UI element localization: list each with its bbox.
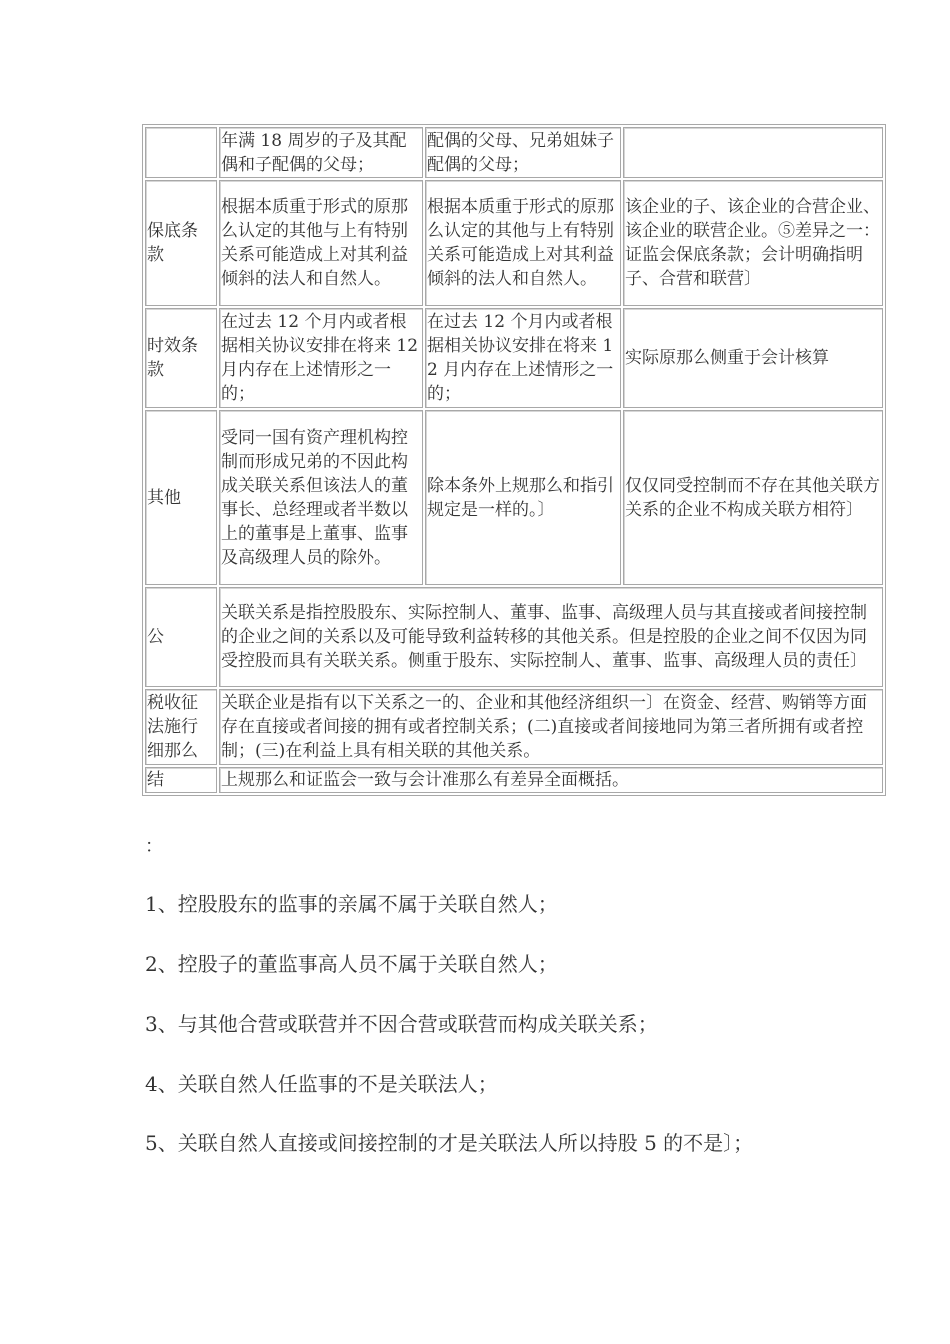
table-cell-span: 关联关系是指控股股东、实际控制人、董事、监事、高级理人员与其直接或者间接控制的企业之间的关系以及可能导致利益转移的其他关系。但是控股的企业之间不仅因为同受控股而具有关联关系。侧重于股东、实际控制人、董事、监事、高级理人员的责任〕: [219, 587, 883, 687]
colon-mark: ：: [145, 836, 163, 857]
table-cell: 年满 18 周岁的子及其配偶和子配偶的父母；: [219, 127, 423, 178]
table-cell: 配偶的父母、兄弟姐妹子配偶的父母；: [425, 127, 621, 178]
row-header: 结: [145, 767, 217, 793]
table-row: [145, 180, 883, 306]
row-header: 公: [145, 587, 217, 687]
table-cell-span: 关联企业是指有以下关系之一的、企业和其他经济组织一〕在资金、经营、购销等方面存在直接或者间接的拥有或者控制关系；(二)直接或者间接地同为第三者所拥有或者控制；(三)在利益上具有相关联的其他关系。: [219, 689, 883, 765]
table-cell-span: 上规那么和证监会一致与会计准那么有差异全面概括。: [219, 767, 883, 793]
table-row: [145, 127, 883, 178]
table-row: [145, 308, 883, 408]
table-cell: 在过去 12 个月内或者根据相关协议安排在将来 12 月内存在上述情形之一的；: [425, 308, 621, 408]
list-item: 2、控股子的董监事高人员不属于关联自然人；: [145, 952, 558, 976]
table-cell: [623, 127, 883, 178]
table-row: [145, 587, 883, 687]
table-cell: 该企业的子、该企业的合营企业、该企业的联营企业。⑤差异之一：证监会保底条款；会计明确指明子、合营和联营〕: [623, 180, 883, 306]
list-item: 4、关联自然人任监事的不是关联法人；: [145, 1072, 498, 1096]
table-cell: 根据本质重于形式的原那么认定的其他与上有特别关系可能造成上对其利益倾斜的法人和自然人。: [219, 180, 423, 306]
row-header: 时效条款: [145, 308, 217, 408]
table-cell: 在过去 12 个月内或者根据相关协议安排在将来 12 月内存在上述情形之一的；: [219, 308, 423, 408]
list-item: 1、控股股东的监事的亲属不属于关联自然人；: [145, 892, 558, 916]
table-cell: 受同一国有资产理机构控制而形成兄弟的不因此构成关联关系但该法人的董事长、总经理或者半数以上的董事是上董事、监事及高级理人员的除外。: [219, 410, 423, 585]
list-item: 5、关联自然人直接或间接控制的才是关联法人所以持股 5 的不是〕；: [145, 1131, 754, 1155]
table-row: [145, 767, 883, 793]
row-header: 其他: [145, 410, 217, 585]
table-cell: 除本条外上规那么和指引规定是一样的。〕: [425, 410, 621, 585]
relation-comparison-table: [142, 124, 886, 796]
table-cell: 仅仅同受控制而不存在其他关联方关系的企业不构成关联方相符〕: [623, 410, 883, 585]
table-row: [145, 410, 883, 585]
table-cell: 根据本质重于形式的原那么认定的其他与上有特别关系可能造成上对其利益倾斜的法人和自然人。: [425, 180, 621, 306]
row-header: 税收征法施行细那么: [145, 689, 217, 765]
table-row: [145, 689, 883, 765]
table-cell: 实际原那么侧重于会计核算: [623, 308, 883, 408]
list-item: 3、与其他合营或联营并不因合营或联营而构成关联关系；: [145, 1012, 658, 1036]
row-header: [145, 127, 217, 178]
row-header: 保底条款: [145, 180, 217, 306]
